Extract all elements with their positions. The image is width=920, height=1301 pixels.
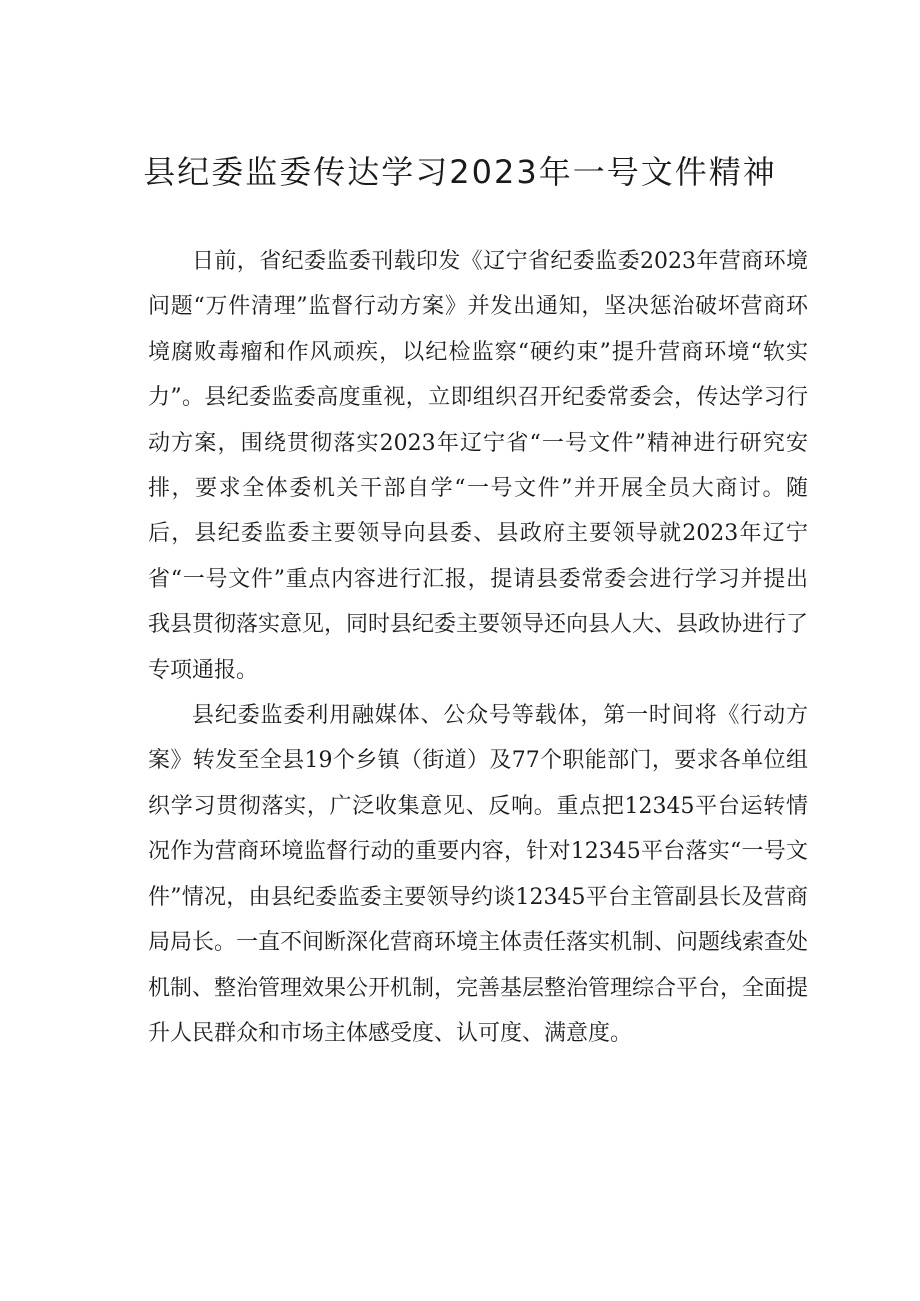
paragraph-1: 日前，省纪委监委刊载印发《辽宁省纪委监委2023年营商环境问题“万件清理”监督行动方案》并发出通知，坚决惩治破坏营商环境腐败毒瘤和作风顽疾，以纪检监察“硬约束”提升营商环境“软实力”。县纪委监委高度重视，立即组织召开纪委常委会，传达学习行动方案，围绕贯彻落实2023年辽宁省“一号文件”精神进行研究安排，要求全体委机关干部自学“一号文件”并开展全员大商讨。随后，县纪委监委主要领导向县委、县政府主要领导就2023年辽宁省“一号文件”重点内容进行汇报，提请县委常委会进行学习并提出我县贯彻落实意见，同时县纪委主要领导还向县人大、县政协进行了专项通报。 <box>148 249 809 683</box>
document-body <box>148 239 808 1056</box>
paragraph-2: 县纪委监委利用融媒体、公众号等载体，第一时间将《行动方案》转发至全县19个乡镇（街道）及77个职能部门，要求各单位组织学习贯彻落实，广泛收集意见、反响。重点把12345平台运转情况作为营商环境监督行动的重要内容，针对12345平台落实“一号文件”情况，由县纪委监委主要领导约谈12345平台主管副县长及营商局局长。一直不间断深化营商环境主体责任落实机制、问题线索查处机制、整治管理效果公开机制，完善基层整治管理综合平台，全面提升人民群众和市场主体感受度、认可度、满意度。 <box>148 703 809 1046</box>
document-title: 县纪委监委传达学习2023年一号文件精神 <box>143 153 777 191</box>
